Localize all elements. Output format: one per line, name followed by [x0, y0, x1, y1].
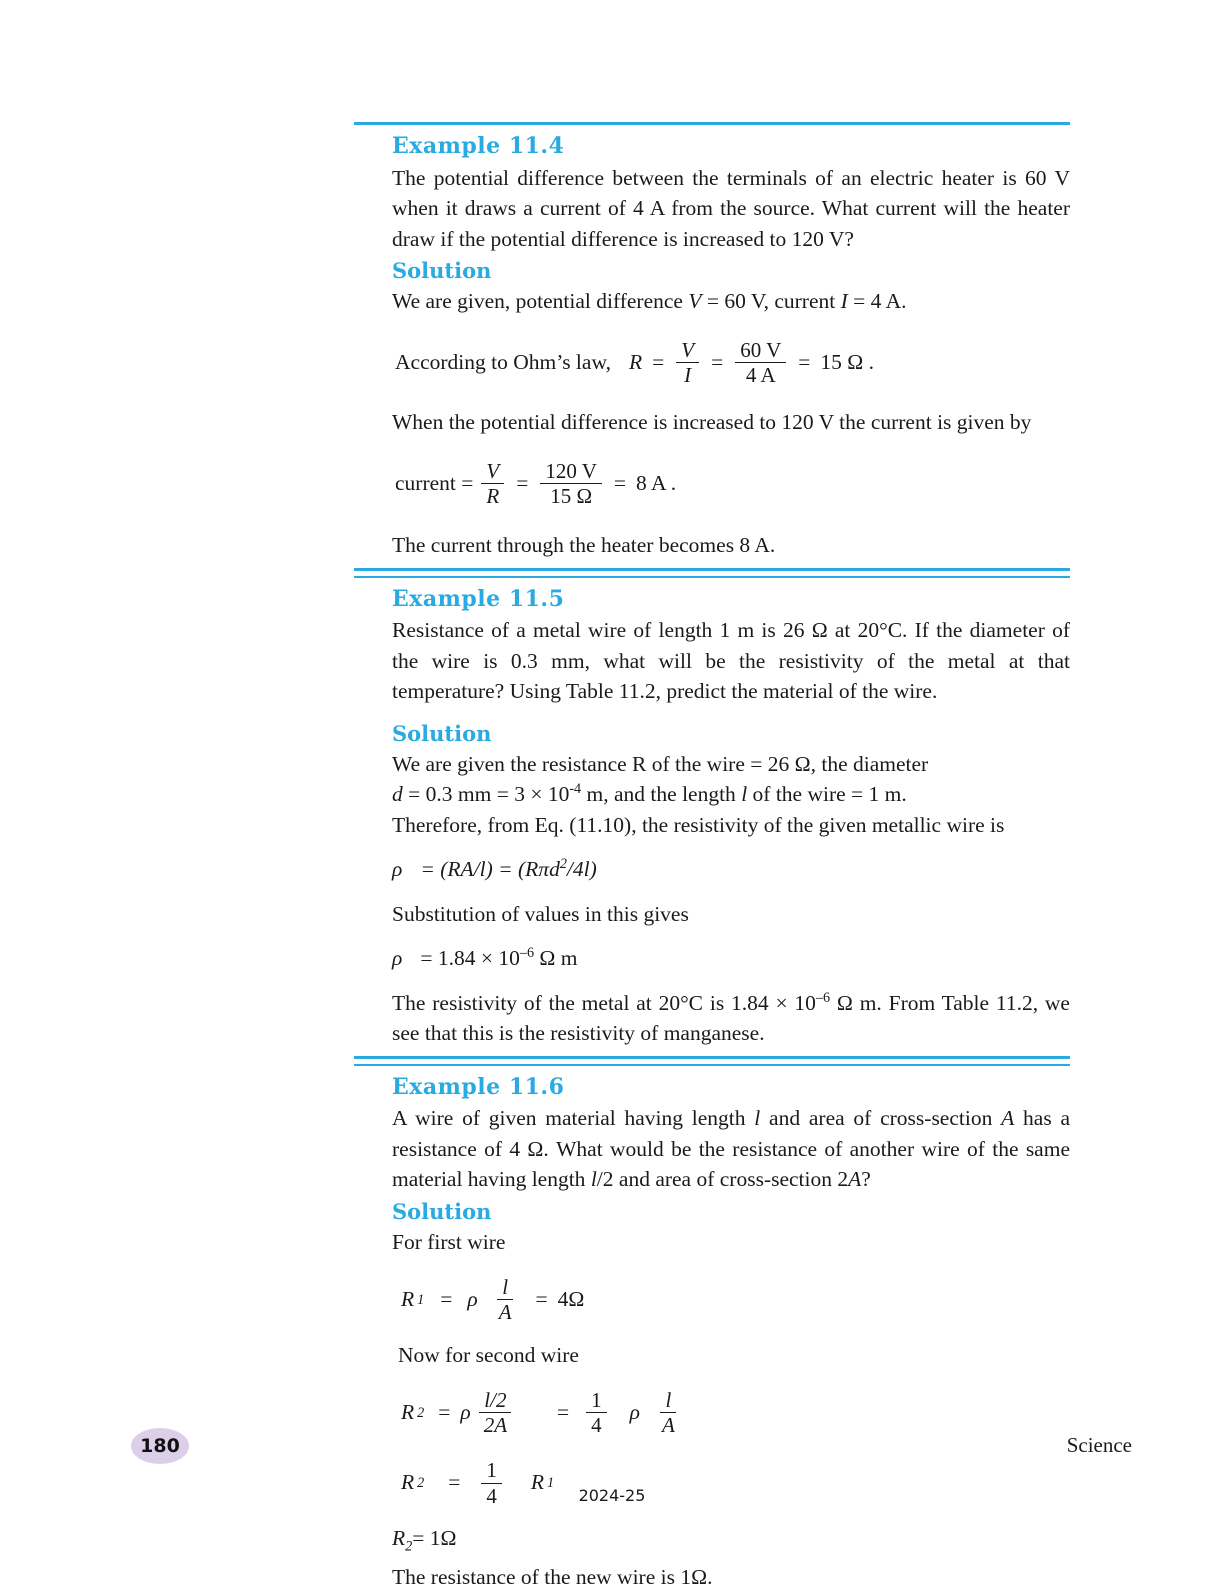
resistivity-formula	[392, 854, 1070, 885]
fraction-60V-over-4A	[735, 339, 786, 387]
page-content-column	[354, 122, 1070, 1592]
fraction-V-over-R	[481, 460, 504, 508]
symbol-d: d	[392, 782, 403, 807]
r2c-symbol: R	[392, 1526, 406, 1551]
fraction-numerator: l/2	[479, 1389, 511, 1414]
fraction-numerator: 1	[586, 1389, 607, 1414]
q-text-4: /2 and area of cross-section 2	[596, 1167, 849, 1192]
fraction-numerator: 1	[481, 1459, 502, 1484]
example-11-4-conclusion: The current through the heater becomes 8 A.	[392, 533, 776, 558]
given-text-1: We are given, potential difference	[392, 289, 689, 314]
given-text-3: = 4 A.	[847, 289, 907, 314]
section-rule-top	[354, 122, 1070, 125]
page-number-badge: 180	[131, 1428, 189, 1464]
r2b-equals: =	[448, 1470, 461, 1495]
example-11-4-solution-heading: Solution	[392, 258, 492, 284]
fraction-numerator: l	[497, 1276, 513, 1301]
symbol-A-2: A	[848, 1167, 862, 1192]
current-equals-2: =	[516, 471, 529, 496]
fraction-denominator: 2A	[483, 1413, 508, 1438]
r2-simplified-equation: R 2 = $\frac{1}{4}$ R 1	[398, 1459, 1070, 1507]
example-11-5-solution-heading: Solution	[392, 720, 492, 746]
fraction-denominator: I	[684, 363, 692, 388]
example-11-6-conclusion: The resistance of the new wire is 1Ω.	[392, 1564, 713, 1589]
symbol-rho: ρ	[392, 946, 403, 971]
resistivity-value-pre: = 1.84 × 10	[420, 946, 520, 971]
fraction-one-quarter	[586, 1389, 607, 1437]
q-text-1: A wire of given material having length	[392, 1106, 755, 1131]
example-11-5-conclusion	[392, 988, 1070, 1049]
example-11-4-block	[354, 122, 1070, 571]
fraction-denominator: A	[662, 1413, 675, 1438]
example-11-5-heading: Example 11.5	[392, 585, 565, 612]
spacer	[354, 561, 1070, 568]
second-wire-label: Now for second wire	[398, 1343, 579, 1368]
given-2-exponent: -4	[569, 781, 582, 798]
fraction-numerator: 60 V	[735, 339, 786, 364]
example-11-6-heading: Example 11.6	[392, 1073, 565, 1100]
example-11-5-given-line-3: Therefore, from Eq. (11.10), the resistivity of the given metallic wire is	[392, 812, 1005, 837]
first-wire-label: For first wire	[392, 1230, 506, 1255]
ohms-law-equals-3: =	[798, 350, 811, 375]
q-text-3: has a resistance of 4 Ω. What would be the resistance of another wire of the same material having length	[392, 1106, 1071, 1192]
symbol-I: I	[840, 289, 848, 314]
example-11-6-question	[392, 1103, 1070, 1195]
r2-rho: ρ	[460, 1399, 471, 1424]
r2c-subscript: 2	[405, 1538, 413, 1555]
r1-symbol: R	[401, 1287, 415, 1312]
resistivity-value-post: Ω m	[534, 946, 578, 971]
section-rule-open-11-5	[354, 576, 1070, 578]
symbol-l: l	[741, 782, 748, 807]
symbol-A: A	[1001, 1106, 1015, 1131]
current-result: 8 A .	[636, 471, 677, 496]
r2b-symbol: R	[401, 1470, 415, 1495]
r1-equation: R 1 = ρ $\frac{l}{A}$ = 4Ω	[398, 1276, 1070, 1324]
fraction-numerator: V	[481, 460, 504, 485]
example-11-5-given-line-1: We are given the resistance R of the wire = 26 Ω, the diameter	[392, 751, 929, 776]
example-11-4-increase-text: When the potential difference is increased to 120 V the current is given by	[392, 410, 1032, 435]
conclusion-exponent: –6	[815, 989, 831, 1006]
resistivity-expression-part-2: /4l)	[566, 857, 597, 882]
fraction-denominator: 4	[486, 1483, 497, 1508]
example-11-4-given	[392, 286, 1070, 317]
given-2-text-c: m, and the length	[581, 782, 742, 807]
fraction-denominator: 15 Ω	[550, 484, 593, 509]
footer-subject-label: Science	[1066, 1433, 1132, 1457]
given-2-text-e: of the wire = 1 m.	[747, 782, 907, 807]
r2-final-value	[392, 1523, 1070, 1554]
r2-equals-1: =	[438, 1399, 451, 1424]
fraction-l-over-A	[494, 1276, 517, 1324]
example-11-4-heading: Example 11.4	[392, 133, 565, 159]
symbol-V: V	[688, 289, 702, 314]
section-rule-open-11-6	[354, 1064, 1070, 1066]
given-text-2: = 60 V, current	[701, 289, 841, 314]
footer-edition-year: 2024-25	[578, 1486, 646, 1505]
fraction-denominator: 4 A	[745, 363, 776, 388]
ohms-law-equals-1: =	[652, 350, 665, 375]
given-2-text-b: = 0.3 mm = 3 × 10	[402, 782, 570, 807]
r1-result: 4Ω	[557, 1287, 585, 1312]
ohms-law-R: R	[628, 350, 643, 375]
q-text-5: ?	[861, 1167, 871, 1192]
ohms-law-equals-2: =	[711, 350, 724, 375]
fraction-120V-over-15ohm	[540, 460, 602, 508]
conclusion-text-2: Ω m. From Table 11.2, we see that this is the resistivity of manganese.	[392, 990, 1070, 1046]
example-11-5-block	[354, 571, 1070, 1059]
ohms-law-equation	[392, 339, 1070, 387]
example-11-4-question: The potential difference between the terminals of an electric heater is 60 V when it draws a current of 4 A from the source. What current will the heater draw if the potential difference is increased to 120 V?	[392, 165, 1070, 251]
fraction-denominator: 4	[591, 1413, 602, 1438]
r1-equals-2: =	[535, 1287, 548, 1312]
ohms-law-result: 15 Ω .	[820, 350, 875, 375]
fraction-numerator: V	[676, 339, 699, 364]
fraction-denominator: A	[498, 1300, 512, 1325]
example-11-6-solution-heading: Solution	[392, 1199, 492, 1224]
example-11-6-block	[354, 1059, 1070, 1592]
r2b-R: R	[530, 1470, 545, 1495]
symbol-rho: ρ	[392, 857, 403, 882]
r2-equation: R 2 = ρ $\frac{l/2}{2A}$ = $\frac{1}{4}$ ρ $\frac{l}{A}$	[398, 1389, 1070, 1437]
fraction-V-over-I	[676, 339, 699, 387]
r1-equals-1: =	[440, 1287, 453, 1312]
fraction-lhalf-over-2A	[479, 1389, 512, 1437]
current-label: current =	[395, 471, 474, 496]
example-11-5-question: Resistance of a metal wire of length 1 m is 26 Ω at 20°C. If the diameter of the wire is 0.3 mm, what will be the resistivity of the metal at that temperature? Using Table 11.2, predict the material of the wire.	[392, 618, 1070, 704]
current-equation	[392, 460, 1070, 508]
r2-symbol: R	[401, 1399, 415, 1424]
fraction-l-over-A-2	[657, 1389, 680, 1437]
r2-rho-2: ρ	[629, 1399, 640, 1424]
r2-equals-2: =	[557, 1399, 570, 1424]
resistivity-value	[392, 943, 1070, 974]
ohms-law-lead: According to Ohm’s law,	[395, 350, 611, 375]
resistivity-expression-part-1: = (RA/l) = (Rπd	[420, 857, 560, 882]
r2c-rest: = 1Ω	[412, 1526, 457, 1551]
q-text-2: and area of cross-section	[760, 1106, 1002, 1131]
resistivity-exponent: 2	[559, 856, 567, 873]
current-equals-3: =	[613, 471, 627, 496]
example-11-5-given-line-2	[392, 779, 1070, 810]
symbol-l: l	[754, 1106, 761, 1131]
r1-rho: ρ	[467, 1287, 478, 1312]
fraction-numerator: l	[660, 1389, 676, 1414]
fraction-numerator: 120 V	[540, 460, 602, 485]
example-11-5-substitution-lead: Substitution of values in this gives	[392, 901, 689, 926]
conclusion-text-1: The resistivity of the metal at 20°C is 1.84 × 10	[392, 990, 816, 1015]
fraction-denominator: R	[486, 484, 500, 509]
resistivity-value-exponent: –6	[519, 945, 535, 962]
spacer	[354, 1049, 1070, 1056]
symbol-l-half: l	[590, 1167, 597, 1192]
